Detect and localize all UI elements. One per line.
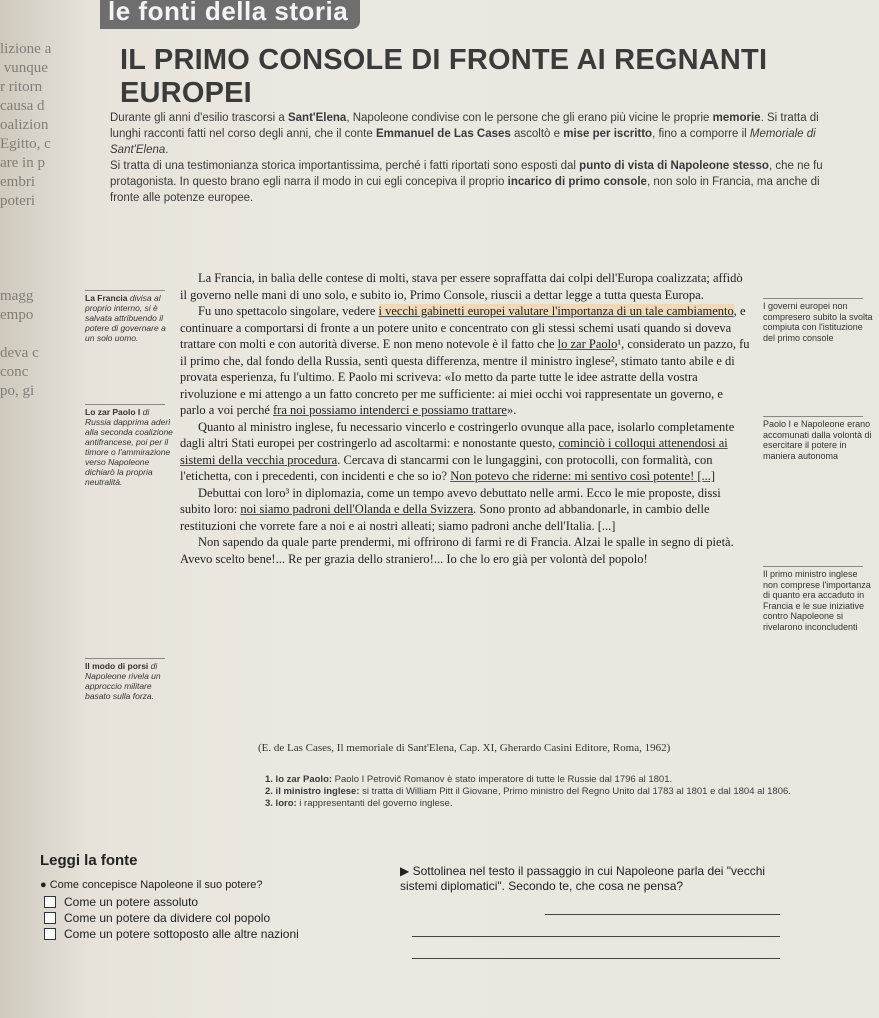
intro-paragraph-1: Durante gli anni d'esilio trascorsi a Sant'Elena, Napoleone condivise con le persone che gli erano più vicine le proprie memorie. Si tratta di lunghi racconti fatti nel corso degli anni, che il conte Emmanuel de Las Cases ascoltò e mise per iscritto, fino a comporre il Memoriale di Sant'Elena.	[110, 112, 819, 156]
footnote: 2. il ministro inglese: si tratta di William Pitt il Giovane, Primo ministro del Regno Unito dal 1783 al 1801 e dal 1804 al 1806.	[265, 786, 791, 797]
exercise-underline	[400, 864, 790, 894]
source-citation: (E. de Las Cases, Il memoriale di Sant'Elena, Cap. XI, Gherardo Casini Editore, Roma, 1962)	[258, 742, 671, 754]
underlined-phrase: noi siamo padroni dell'Olanda e della Svizzera	[240, 502, 474, 516]
exercise-question: ● Come concepisce Napoleone il suo potere?	[40, 879, 263, 891]
source-text	[180, 270, 750, 567]
answer-line[interactable]	[545, 913, 780, 915]
option-label: Come un potere assoluto	[64, 895, 199, 909]
intro-paragraph-2: Si tratta di una testimonianza storica importantissima, perché i fatti riportati sono esposti dal punto di vista di Napoleone stesso, che ne fu protagonista. In questo brano egli narra il modo in cui egli concepiva il proprio incarico di primo console, non solo in Francia, ma anche di fronte alle potenze europee.	[110, 160, 823, 204]
margin-note-right-2: Paolo I e Napoleone erano accomunati dalla volontà di esercitare il potere in maniera autonoma	[763, 416, 873, 461]
intro-text	[110, 110, 850, 206]
bullet-icon: ▶	[400, 864, 410, 878]
source-paragraph-4: Debuttai con loro³ in diplomazia, come un tempo avevo debuttato nelle armi. Ecco le mie proposte, dissi subito loro: noi siamo padroni dell'Olanda e della Svizzera. Sono pronto ad abbandonarle, in cambio delle restituzioni che vorrete fare a noi e ai nostri alleati; siamo padroni anche dell'Italia. [...]	[180, 485, 721, 533]
option-row[interactable]	[40, 911, 420, 925]
footnotes	[265, 774, 825, 810]
underlined-phrase: lo zar Paolo	[557, 337, 618, 351]
checkbox[interactable]	[44, 928, 56, 940]
option-label: Come un potere sottoposto alle altre nazioni	[64, 927, 299, 941]
margin-note-left-2: Lo zar Paolo I di Russia dapprima aderì alla seconda coalizione antifrancese, poi per il timore o l'ammirazione verso Napoleone dichiarò la propria neutralità.	[85, 404, 175, 487]
previous-page-bleed-text: lizione a vunque r ritorn causa d oalizion Egitto, c are in p embri poteri magg empo deva c conc po, gi	[0, 41, 52, 399]
checkbox[interactable]	[44, 912, 56, 924]
margin-note-left-1: La Francia divisa al proprio interno, si è salvata attribuendo il potere di governare a un solo uomo.	[85, 290, 175, 343]
source-paragraph-2: Fu uno spettacolo singolare, vedere i vecchi gabinetti europei valutare l'importanza di un tale cambiamento, e continuare a comportarsi di fronte a un potere unito e concentrato con gli stessi schemi usati quando si doveva trattare con molti e con autorità diverse. E non meno notevole è il fatto che lo zar Paolo¹, considerato un pazzo, fu il primo che, dal fondo della Russia, sentì questa differenza, mentre il ministro inglese², stimato tanto abile e di provata esperienza, fu l'ultimo. E Paolo mi scriveva: «Io metto da parte tutte le idee astratte della vostra rivoluzione e mi attengo a un fatto concreto per me sufficiente: ai miei occhi voi rappresentate un governo, e parlo a voi perché fra noi possiamo intenderci e possiamo trattare».	[180, 304, 750, 417]
footnote: 1. lo zar Paolo: Paolo I Petrovič Romanov è stato imperatore di tutte le Russie dal 1796 al 1801.	[265, 774, 673, 785]
underlined-phrase: cominciò i colloqui attenendosi ai sistemi della vecchia procedura	[180, 436, 728, 467]
source-paragraph-5: Non sapendo da quale parte prendermi, mi offrirono di farmi re di Francia. Alzai le spalle in segno di pietà. Avevo scelto bene!... Re per grazia dello straniero!... Io che lo ero già per volontà del popolo!	[180, 535, 734, 566]
margin-note-right-3: Il primo ministro inglese non comprese l'importanza di quanto era accaduto in Francia e le sue iniziative contro Napoleone si rivelarono inconcludenti	[763, 566, 873, 632]
section-tag: le fonti della storia	[100, 0, 360, 29]
answer-line[interactable]	[412, 957, 780, 959]
option-row[interactable]	[40, 927, 420, 941]
underlined-phrase: Non potevo che riderne: mi sentivo così potente! [...]	[450, 469, 716, 483]
exercise-read-source	[40, 852, 420, 943]
option-row[interactable]	[40, 895, 420, 909]
highlighted-phrase: i vecchi gabinetti europei valutare l'importanza di un tale cambiamento	[378, 304, 734, 318]
margin-note-left-3: Il modo di porsi di Napoleone rivela un approccio militare basato sulla forza.	[85, 658, 175, 701]
answer-line[interactable]	[412, 935, 780, 937]
footnote: 3. loro: i rappresentanti del governo inglese.	[265, 798, 453, 809]
page-title: IL PRIMO CONSOLE DI FRONTE AI REGNANTI EUROPEI	[120, 44, 768, 109]
source-paragraph-1: La Francia, in balìa delle contese di molti, stava per essere sopraffatta dai colpi dell'Europa coalizzata; affidò il governo nelle mani di uno solo, e subito io, Primo Console, riuscii a dettar legge a tutta questa Europa.	[180, 271, 743, 302]
exercise-heading: Leggi la fonte	[40, 852, 138, 869]
source-paragraph-3: Quanto al ministro inglese, fu necessario vincerlo e costringerlo ovunque alla pace, isolarlo completamente dagli altri Stati europei per costringerlo ad ascoltarmi: e nonostante questo, cominciò i colloqui attenendosi ai sistemi della vecchia procedura. Cercava di stancarmi con le lungaggini, con protocolli, con formalità, con l'etichetta, con i precedenti, con incidenti e che so io? Non potevo che riderne: mi sentivo così potente! [...]	[180, 419, 735, 483]
option-label: Come un potere da dividere col popolo	[64, 911, 271, 925]
exercise-prompt: Sottolinea nel testo il passaggio in cui Napoleone parla dei "vecchi sistemi diplomatici". Secondo te, che cosa ne pensa?	[400, 864, 766, 893]
margin-note-right-1: I governi europei non compresero subito la svolta compiuta con l'istituzione del primo console	[763, 298, 873, 343]
underlined-phrase: fra noi possiamo intenderci e possiamo trattare	[273, 403, 507, 417]
checkbox[interactable]	[44, 896, 56, 908]
